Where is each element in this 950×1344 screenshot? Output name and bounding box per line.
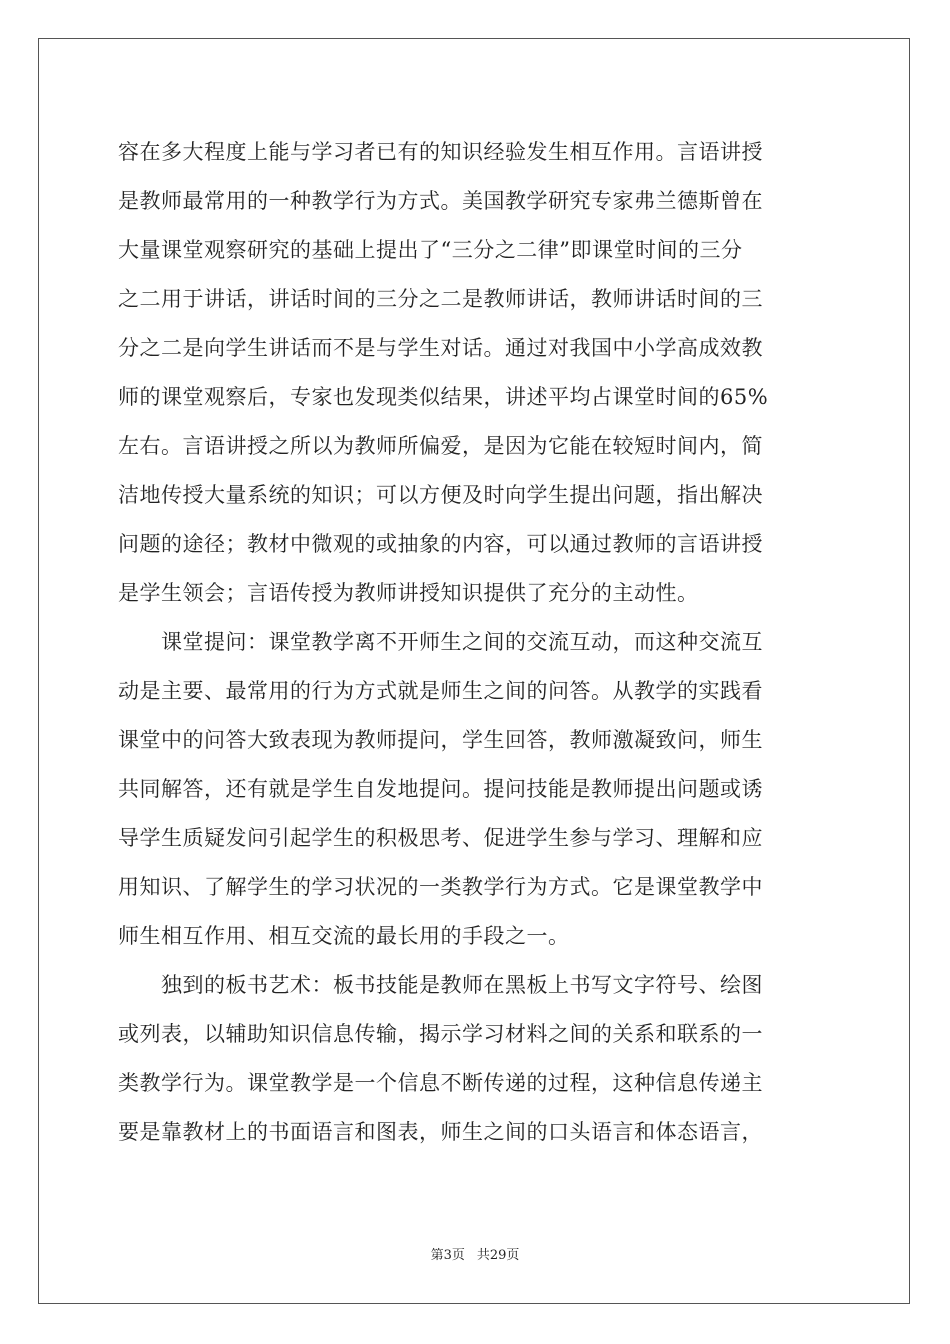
text-line: 是教师最常用的一种教学行为方式。美国教学研究专家弗兰德斯曾在: [118, 189, 763, 213]
page-number: 第3页: [430, 1248, 465, 1263]
text-line: 用知识、了解学生的学习状况的一类教学行为方式。它是课堂教学中: [118, 875, 763, 899]
text-line: 容在多大程度上能与学习者已有的知识经验发生相互作用。言语讲授: [118, 140, 763, 164]
text-line: 要是靠教材上的书面语言和图表，师生之间的口头语言和体态语言，: [118, 1120, 763, 1144]
text-line: 是学生领会；言语传授为教师讲授知识提供了充分的主动性。: [118, 581, 699, 605]
text-line: 独到的板书艺术：板书技能是教师在黑板上书写文字符号、绘图: [118, 973, 763, 997]
text-line: 共同解答，还有就是学生自发地提问。提问技能是教师提出问题或诱: [118, 777, 763, 801]
text-line: 或列表，以辅助知识信息传输，揭示学习材料之间的关系和联系的一: [118, 1022, 763, 1046]
text-line: 师的课堂观察后，专家也发现类似结果，讲述平均占课堂时间的65%: [118, 385, 769, 409]
document-body: [118, 128, 838, 1157]
text-line: 类教学行为。课堂教学是一个信息不断传递的过程，这种信息传递主: [118, 1071, 763, 1095]
page-footer: [0, 1244, 950, 1263]
text-line: 洁地传授大量系统的知识；可以方便及时向学生提出问题，指出解决: [118, 483, 763, 507]
text-line: 问题的途径；教材中微观的或抽象的内容，可以通过教师的言语讲授: [118, 532, 763, 556]
text-line: 左右。言语讲授之所以为教师所偏爱，是因为它能在较短时间内，简: [118, 434, 763, 458]
text-line: 课堂中的问答大致表现为教师提问，学生回答，教师激凝致问，师生: [118, 728, 763, 752]
page-total: 共29页: [476, 1248, 520, 1263]
text-line: 导学生质疑发问引起学生的积极思考、促进学生参与学习、理解和应: [118, 826, 763, 850]
text-line: 分之二是向学生讲话而不是与学生对话。通过对我国中小学高成效教: [118, 336, 763, 360]
text-line: 课堂提问：课堂教学离不开师生之间的交流互动，而这种交流互: [118, 630, 763, 654]
text-line: 动是主要、最常用的行为方式就是师生之间的问答。从教学的实践看: [118, 679, 763, 703]
text-line: 之二用于讲话，讲话时间的三分之二是教师讲话，教师讲话时间的三: [118, 287, 763, 311]
text-line: 大量课堂观察研究的基础上提出了“三分之二律”即课堂时间的三分: [118, 238, 743, 262]
text-line: 师生相互作用、相互交流的最长用的手段之一。: [118, 924, 570, 948]
